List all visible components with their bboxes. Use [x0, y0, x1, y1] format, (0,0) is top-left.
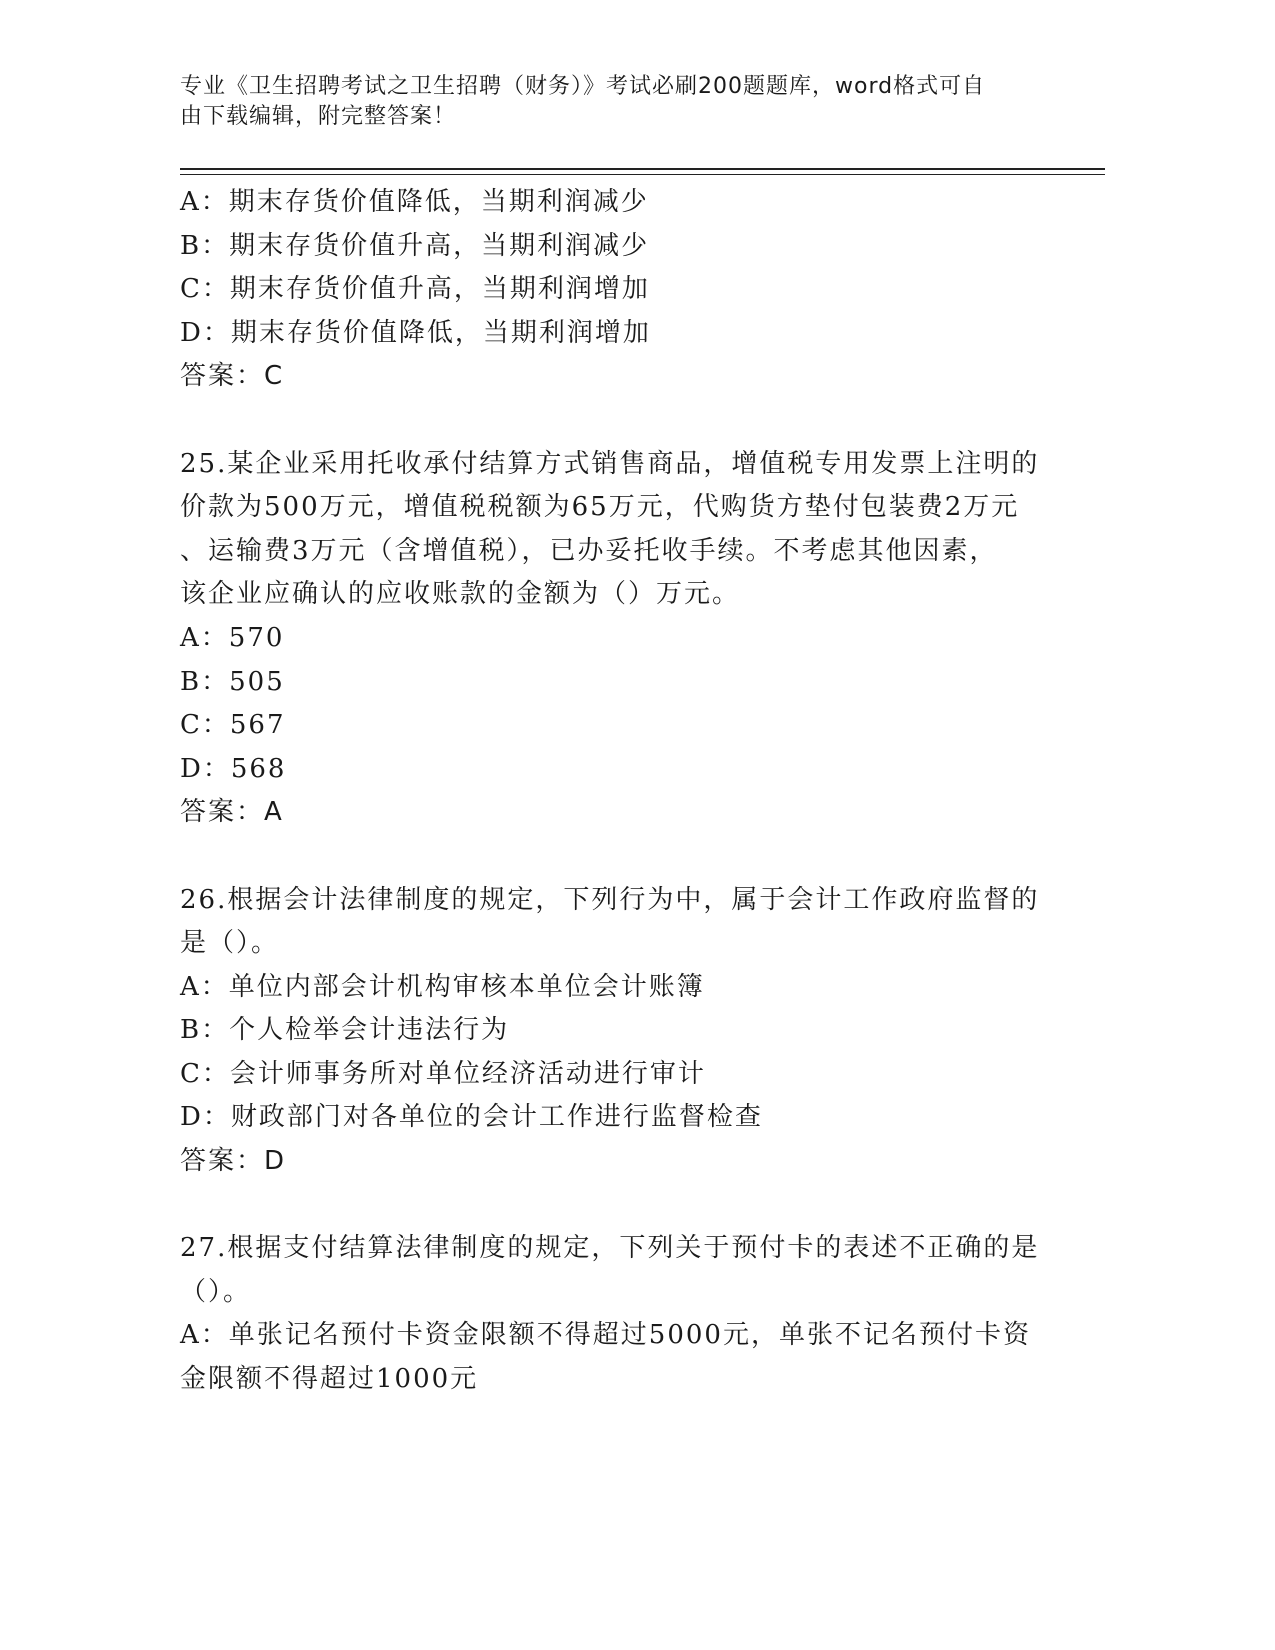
question-stem-line: 该企业应确认的应收账款的金额为（）万元。 [180, 579, 741, 610]
option-b: B：个人检举会计违法行为 [180, 1015, 510, 1046]
header-divider-thick [180, 168, 1105, 170]
question-stem-line: 是（）。 [180, 928, 280, 959]
answer-label: 答案：C [180, 361, 285, 392]
spacer [180, 1184, 1050, 1228]
document-header [180, 72, 1040, 132]
question-content [180, 181, 1050, 1402]
option-c: C：期末存货价值升高，当期利润增加 [180, 274, 650, 305]
question-stem-line: 26.根据会计法律制度的规定，下列行为中，属于会计工作政府监督的 [180, 884, 1040, 915]
question-stem-line: 27.根据支付结算法律制度的规定，下列关于预付卡的表述不正确的是 [180, 1233, 1040, 1264]
header-line-2: 由下载编辑，附完整答案！ [180, 104, 457, 129]
option-d: D：568 [180, 753, 287, 784]
option-a-continued: 金限额不得超过1000元 [180, 1364, 479, 1395]
option-b: B：期末存货价值升高，当期利润减少 [180, 230, 650, 261]
spacer [180, 835, 1050, 879]
option-a: A：570 [180, 622, 285, 653]
option-a: A：单位内部会计机构审核本单位会计账簿 [180, 971, 705, 1002]
question-stem-line: 、运输费3万元（含增值税），已办妥托收手续。不考虑其他因素， [180, 535, 998, 566]
answer-label: 答案：A [180, 797, 284, 828]
option-d: D：财政部门对各单位的会计工作进行监督检查 [180, 1102, 763, 1133]
question-stem-line: （）。 [180, 1276, 252, 1307]
question-stem-line: 价款为500万元，增值税税额为65万元，代购货方垫付包装费2万元 [180, 492, 1020, 523]
header-divider-thin [180, 174, 1105, 175]
option-b: B：505 [180, 666, 285, 697]
question-stem-line: 25.某企业采用托收承付结算方式销售商品，增值税专用发票上注明的 [180, 448, 1040, 479]
spacer [180, 399, 1050, 443]
option-a: A：单张记名预付卡资金限额不得超过5000元，单张不记名预付卡资 [180, 1320, 1031, 1351]
option-d: D：期末存货价值降低，当期利润增加 [180, 317, 651, 348]
header-line-1: 专业《卫生招聘考试之卫生招聘（财务）》考试必刷200题题库，word格式可自 [180, 74, 986, 99]
answer-label: 答案：D [180, 1146, 287, 1177]
option-c: C：会计师事务所对单位经济活动进行审计 [180, 1058, 706, 1089]
option-a: A：期末存货价值降低，当期利润减少 [180, 187, 649, 217]
option-c: C：567 [180, 710, 286, 741]
